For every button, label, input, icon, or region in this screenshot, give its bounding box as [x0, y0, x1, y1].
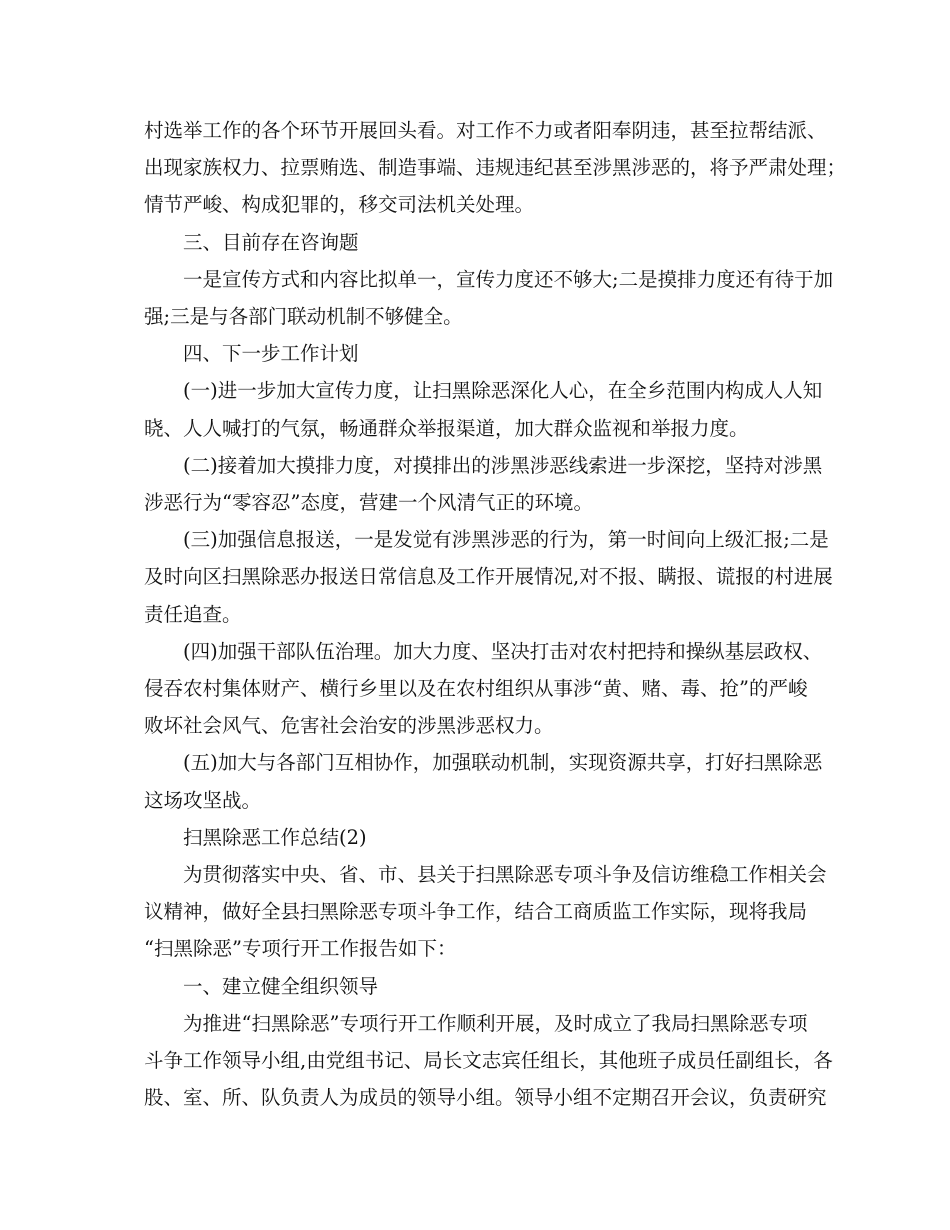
- text-line: 出现家族权力、拉票贿选、制造事端、违规违纪甚至涉黑涉恶的，将予严肃处理；: [144, 156, 847, 180]
- text-line: 及时向区扫黑除恶办报送日常信息及工作开展情况,对不报、瞒报、谎报的村进展: [144, 565, 833, 589]
- text-line: 强;三是与各部门联动机制不够健全。: [144, 305, 463, 329]
- document-subtitle: 扫黑除恶工作总结(2): [183, 825, 367, 849]
- text-line: 责任追查。: [144, 602, 242, 626]
- section-heading: 一、建立健全组织领导: [183, 974, 379, 998]
- text-line: 村选举工作的各个环节开展回头看。对工作不力或者阳奉阴违，甚至拉帮结派、: [144, 119, 827, 142]
- text-line: (一)进一步加大宣传力度，让扫黑除恶深化人心，在全乡范围内构成人人知: [183, 379, 823, 403]
- text-line: (四)加强干部队伍治理。加大力度、坚决打击对农村把持和操纵基层政权、: [183, 639, 823, 663]
- text-line: 涉恶行为“零容忍”态度，营建一个风清气正的环境。: [144, 491, 593, 515]
- section-heading: 三、目前存在咨询题: [183, 230, 359, 254]
- text-line: 侵吞农村集体财产、横行乡里以及在农村组织从事涉“黄、赌、毒、抢”的严峻: [144, 677, 808, 701]
- text-line: 斗争工作领导小组,由党组书记、局长文志宾任组长，其他班子成员任副组长，各: [144, 1049, 833, 1073]
- text-line: 股、室、所、队负责人为成员的领导小组。领导小组不定期召开会议，负责研究: [144, 1086, 827, 1110]
- text-line: 败坏社会风气、危害社会治安的涉黑涉恶权力。: [144, 714, 554, 738]
- section-heading: 四、下一步工作计划: [183, 342, 359, 366]
- text-line: (五)加大与各部门互相协作，加强联动机制，实现资源共享，打好扫黑除恶: [183, 751, 823, 775]
- text-line: 一是宣传方式和内容比拟单一，宣传力度还不够大;二是摸排力度还有待于加: [183, 267, 834, 291]
- document-body: [144, 112, 847, 1116]
- text-line: 议精神，做好全县扫黑除恶专项斗争工作，结合工商质监工作实际，现将我局: [144, 900, 808, 924]
- text-line: 为推进“扫黑除恶”专项行开工作顺利开展，及时成立了我局扫黑除恶专项: [183, 1011, 808, 1035]
- text-line: (三)加强信息报送，一是发觉有涉黑涉恶的行为，第一时间向上级汇报;二是: [183, 528, 829, 552]
- text-line: 为贯彻落实中央、省、市、县关于扫黑除恶专项斗争及信访维稳工作相关会: [183, 863, 827, 887]
- text-line: 晓、人人喊打的气氛，畅通群众举报渠道，加大群众监视和举报力度。: [144, 416, 749, 440]
- text-line: (二)接着加大摸排力度，对摸排出的涉黑涉恶线索进一步深挖，坚持对涉黑: [183, 453, 823, 477]
- text-line: 这场攻坚战。: [144, 788, 262, 812]
- text-line: “扫黑除恶”专项行开工作报告如下：: [144, 937, 457, 961]
- text-line: 情节严峻、构成犯罪的，移交司法机关处理。: [144, 193, 535, 217]
